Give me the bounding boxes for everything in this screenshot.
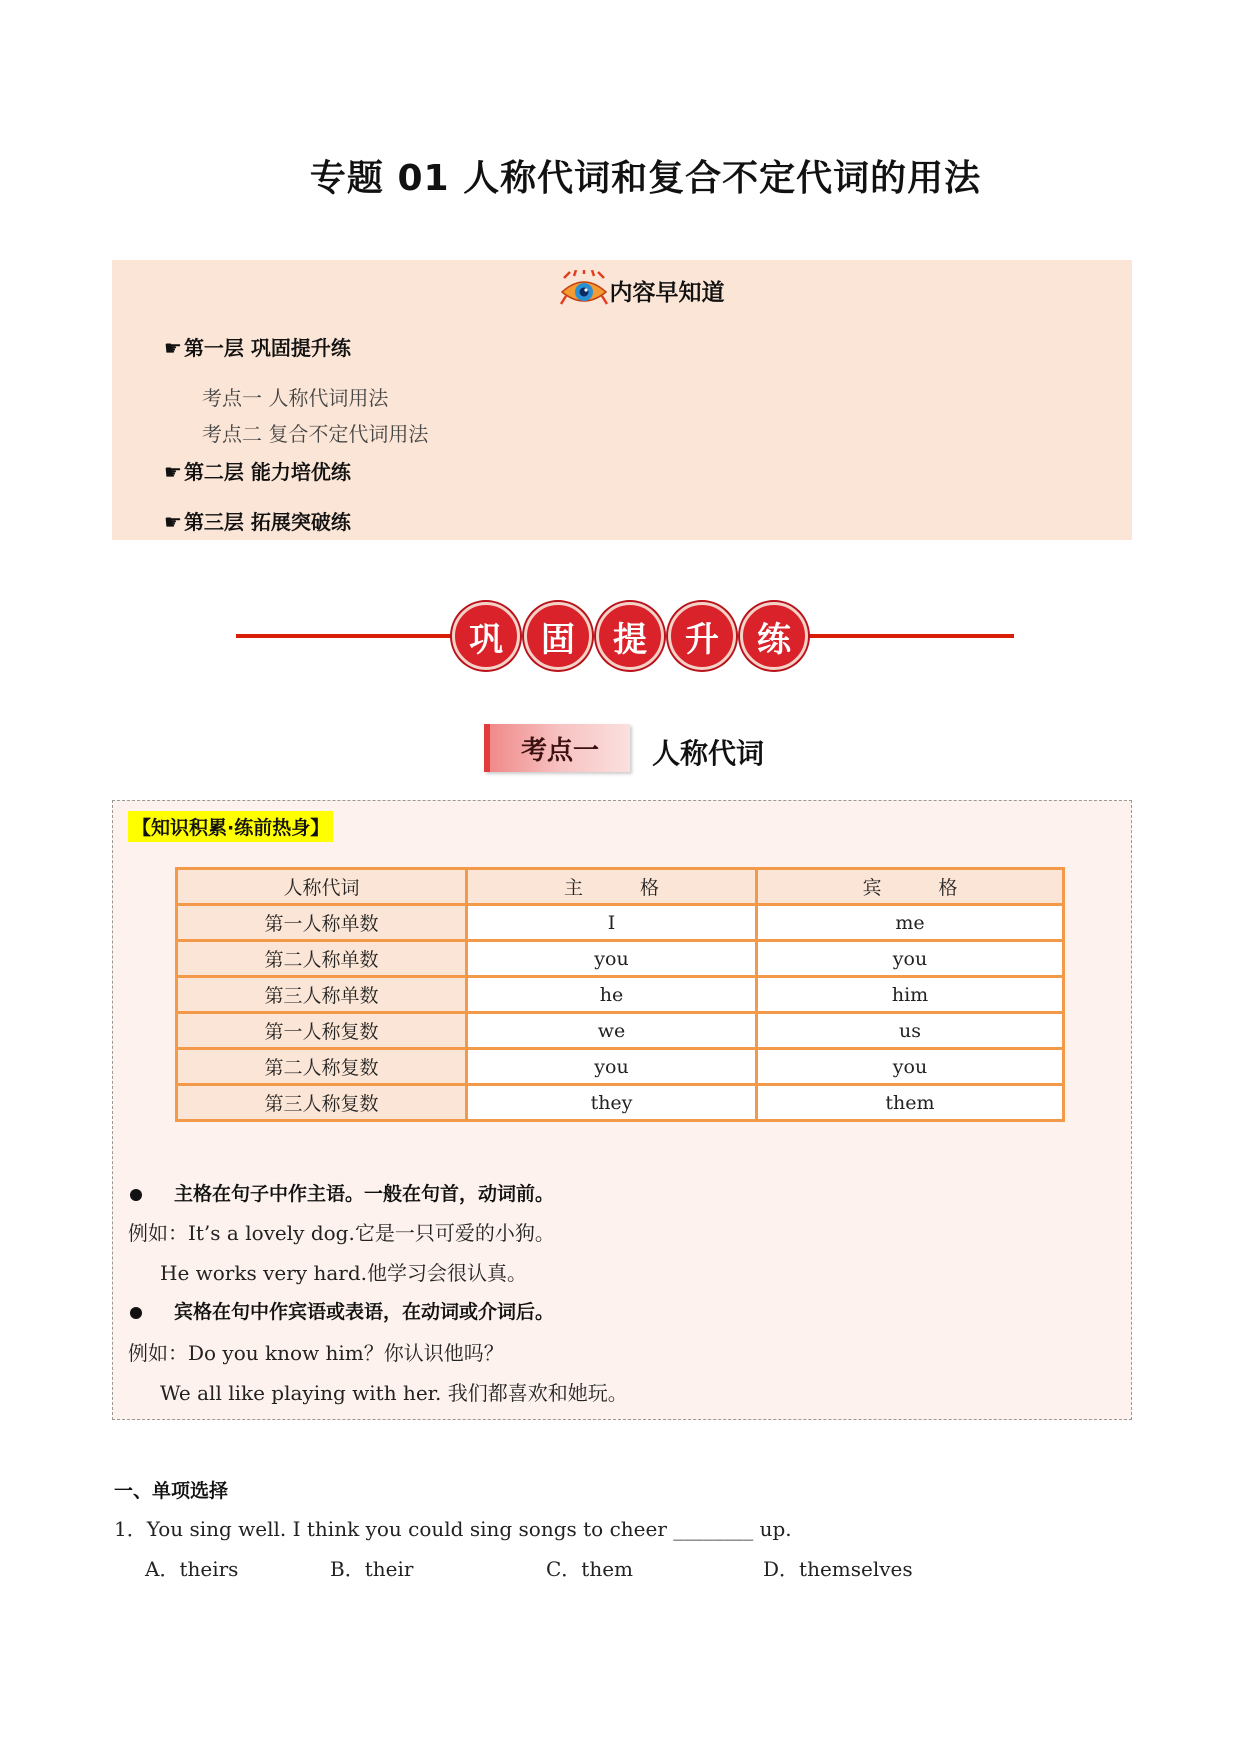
option-d: D．themselves: [763, 1557, 913, 1581]
rule-subject-case: [128, 1179, 554, 1206]
rule-text: 主格在句子中作主语。一般在句首，动词前。: [174, 1183, 555, 1205]
layer-1-label: 第一层 巩固提升练: [183, 336, 351, 360]
overview-box: [112, 260, 1132, 540]
layer-3-label: 第三层 拓展突破练: [183, 510, 351, 534]
banner-char: 练: [740, 602, 808, 670]
option-b: B．their: [330, 1557, 414, 1581]
example-line: He works very hard.他学习会很认真。: [160, 1261, 527, 1285]
table-cell: 第二人称单数: [177, 941, 467, 977]
bullet-icon: [130, 1307, 142, 1319]
table-cell: 第一人称复数: [177, 1013, 467, 1049]
section-heading: 一、单项选择: [114, 1480, 229, 1502]
pointing-hand-icon: ☛: [164, 510, 182, 534]
table-cell: him: [757, 977, 1064, 1013]
table-row: [177, 1049, 1064, 1085]
option-a: A．theirs: [145, 1557, 239, 1581]
table-row: [177, 905, 1064, 941]
layer-1: [164, 332, 351, 361]
overview-heading-text: 内容早知道: [609, 279, 725, 306]
table-cell: 第二人称复数: [177, 1049, 467, 1085]
table-header-cell: 宾 格: [757, 869, 1064, 905]
banner-characters: [452, 602, 810, 670]
rule-object-case: [128, 1297, 554, 1324]
table-row: [177, 977, 1064, 1013]
topic-title: 人称代词: [652, 737, 765, 770]
table-row: [177, 1013, 1064, 1049]
banner-char: 巩: [452, 602, 520, 670]
section-banner: [236, 600, 1014, 674]
pointing-hand-icon: ☛: [164, 336, 182, 360]
table-cell: them: [757, 1085, 1064, 1121]
sub-item-1: 考点一 人称代词用法: [202, 386, 389, 410]
banner-line-left: [236, 634, 456, 638]
example-line: We all like playing with her. 我们都喜欢和她玩。: [160, 1381, 628, 1405]
bullet-icon: [130, 1189, 142, 1201]
page-title: 专题 01 人称代词和复合不定代词的用法: [309, 158, 982, 199]
question-text: 1．You sing well. I think you could sing songs to cheer ________ up.: [114, 1517, 792, 1541]
topic-heading: [484, 724, 764, 772]
table-row: [177, 1085, 1064, 1121]
table-header-cell: 主 格: [467, 869, 757, 905]
table-header-cell: 人称代词: [177, 869, 467, 905]
example-line: 例如：It’s a lovely dog.它是一只可爱的小狗。: [128, 1221, 555, 1245]
pointing-hand-icon: ☛: [164, 460, 182, 484]
example-line: 例如：Do you know him？你认识他吗？: [128, 1341, 504, 1365]
table-cell: you: [757, 941, 1064, 977]
table-cell: I: [467, 905, 757, 941]
rule-text: 宾格在句中作宾语或表语，在动词或介词后。: [174, 1301, 555, 1323]
overview-heading: [112, 270, 1132, 310]
banner-char: 升: [668, 602, 736, 670]
layer-2: [164, 456, 351, 485]
table-cell: 第一人称单数: [177, 905, 467, 941]
layer-3: [164, 506, 351, 535]
banner-char: 提: [596, 602, 664, 670]
knowledge-box: [112, 800, 1132, 1420]
banner-char: 固: [524, 602, 592, 670]
table-cell: you: [467, 1049, 757, 1085]
layer-2-label: 第二层 能力培优练: [183, 460, 351, 484]
table-cell: he: [467, 977, 757, 1013]
sub-item-2: 考点二 复合不定代词用法: [202, 422, 429, 446]
table-row: [177, 941, 1064, 977]
table-cell: us: [757, 1013, 1064, 1049]
banner-line-right: [796, 634, 1014, 638]
topic-badge: 考点一: [484, 724, 630, 772]
table-cell: me: [757, 905, 1064, 941]
pronoun-table: [175, 867, 1065, 1122]
table-cell: we: [467, 1013, 757, 1049]
table-header-row: [177, 869, 1064, 905]
table-cell: you: [757, 1049, 1064, 1085]
table-cell: 第三人称单数: [177, 977, 467, 1013]
table-cell: they: [467, 1085, 757, 1121]
eye-icon: [560, 270, 608, 310]
table-cell: 第三人称复数: [177, 1085, 467, 1121]
knowledge-tag: 【知识积累·练前热身】: [128, 811, 333, 842]
table-cell: you: [467, 941, 757, 977]
option-c: C．them: [546, 1557, 634, 1581]
